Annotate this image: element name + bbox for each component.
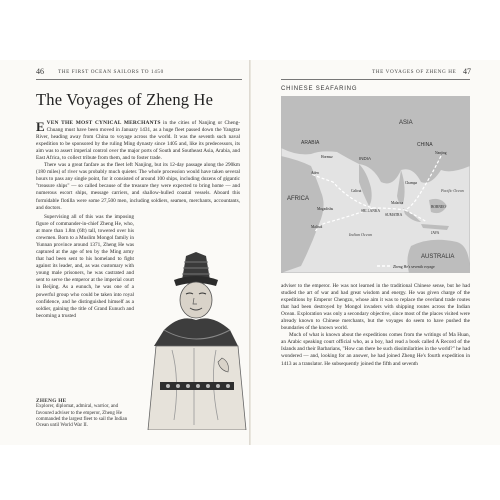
map-place-aden: Aden <box>311 171 319 175</box>
paragraph-3: Supervising all of this was the imposing figure of commander-in-chief Zheng He, who, at more than 1.8m (6ft) tall, towered over his crewmen. Born to a Muslim Mongol family in Yunnan province around 1371, Zheng He was captured at the age of ten by the Ming army that had been sent to his homeland to fight against its leader, and, as was customary with young male prisoners, he was castrated and sent to serve the emperor at the imperial court in Beijing. As a eunuch, he was one of a powerful group who could be taken into royal confidence, and he distinguished himself as a soldier, gaining the title of Grand Eunuch and becoming a trusted <box>36 214 134 319</box>
right-paragraph-2: Much of what is known about the expeditions comes from the writings of Ma Huan, an Arabic speaking court official who, as a boy, had read a book called A Record of the Islands and their Barbarians, "How can there be such dissimilarities in the world?" he had wondered — and, looking for an answer, he had joined Zheng He's fourth expedition in 1413 as a translator. He subsequently joined the fifth and seventh <box>281 332 470 367</box>
caption-text: Explorer, diplomat, admiral, warrior, and favoured adviser to the emperor, Zheng He commanded the largest fleet to sail the Indian Ocean until World War II. <box>36 404 128 429</box>
drop-cap: E <box>36 120 45 134</box>
map-legend-text: Zheng He's seventh voyage <box>393 265 435 269</box>
right-column <box>281 283 470 438</box>
left-column-top <box>36 120 240 212</box>
map-place-sri-lanka: SRI LANKA <box>361 209 381 213</box>
map-place-pacific-ocean: Pacific Ocean <box>441 188 464 193</box>
zheng-he-portrait <box>134 250 254 430</box>
right-running-head: THE VOYAGES OF ZHENG HE <box>372 69 457 75</box>
chinese-seafaring-map <box>281 96 470 273</box>
map-label-india: INDIA <box>359 156 372 161</box>
left-header-rule <box>36 79 242 80</box>
map-label-arabia: ARABIA <box>301 140 320 146</box>
right-paragraph-1: adviser to the emperor. He was not learned in the traditional Chinese sense, but he had studied the art of war and had great wisdom and energy. He was given charge of the expeditions by Emperor Chengzu, whose aim it was to replace the overland trade routes that had been destroyed by Mongol invaders with shipping routes across the Indian Ocean. Exploration was only a secondary objective, since most of the places visited were already known to Chinese merchants, but the voyages do seem to have pushed the boundaries of the known world. <box>281 283 470 332</box>
map-label-china: CHINA <box>417 142 433 148</box>
map-label: CHINESE SEAFARING <box>281 86 358 92</box>
lead-in: VEN THE MOST CYNICAL MERCHANTS <box>46 120 161 126</box>
map-label-asia: ASIA <box>399 120 413 126</box>
left-page-number: 46 <box>36 67 44 76</box>
article-title: The Voyages of Zheng He <box>36 90 214 109</box>
map-place-malacca: Malacca <box>391 201 404 205</box>
map-label-australia: AUSTRALIA <box>421 254 455 260</box>
map-label-africa: AFRICA <box>287 196 310 202</box>
map-place-nanjing: Nanjing <box>435 151 447 155</box>
map-place-java: JAVA <box>431 231 440 235</box>
map-place-mogadishu: Mogadishu <box>317 207 334 211</box>
paragraph-1 <box>36 120 240 162</box>
map-place-sumatra: SUMATRA <box>385 213 403 217</box>
paragraph-2: There was a great fanfare as the fleet left Nanjing, but its 12-day passage along the 290km (180 miles) of river was probably much quieter. The whole procession would have taken several hours to pass any single point, for it consisted of around 100 ships, including dozens of gigantic "treasure ships" — so called because of the treasure they were expected to bring home — and numerous escort ships, message carriers, and shallow-hulled coastal vessels. Aboard this formidable flotilla were some 27,500 men, including soldiers, seamen, merchants, accountants, and doctors. <box>36 162 240 211</box>
paragraph-1-text: in the cities of Nanjing or Cheng-Chuang must have been moved in January 1431, as a huge fleet passed down the Yangtze River, heading away from China to voyage across the world. It was the seventh such naval expedition to be sponsored by the ruling Ming dynasty since 1405 and, like its predecessors, its aim was to assert imperial control over the major ports of South and Southeast Asia, Arabia, and East Africa, to collect tribute from them, and to foster trade. <box>36 120 240 162</box>
left-column-narrow <box>36 214 134 398</box>
left-running-head: THE FIRST OCEAN SAILORS TO 1450 <box>58 69 164 75</box>
map-place-calicut: Calicut <box>351 189 362 193</box>
map-place-malindi: Malindi <box>311 225 323 229</box>
map-place-borneo: BORNEO <box>431 205 446 209</box>
map-place-hormuz: Hormuz <box>321 155 333 159</box>
map-place-indian-ocean: Indian Ocean <box>349 232 372 237</box>
portrait-caption <box>36 398 134 429</box>
caption-title: ZHENG HE <box>36 398 67 404</box>
right-page-number: 47 <box>463 67 471 76</box>
map-place-champa: Champa <box>405 181 417 185</box>
right-header-rule <box>281 79 470 80</box>
